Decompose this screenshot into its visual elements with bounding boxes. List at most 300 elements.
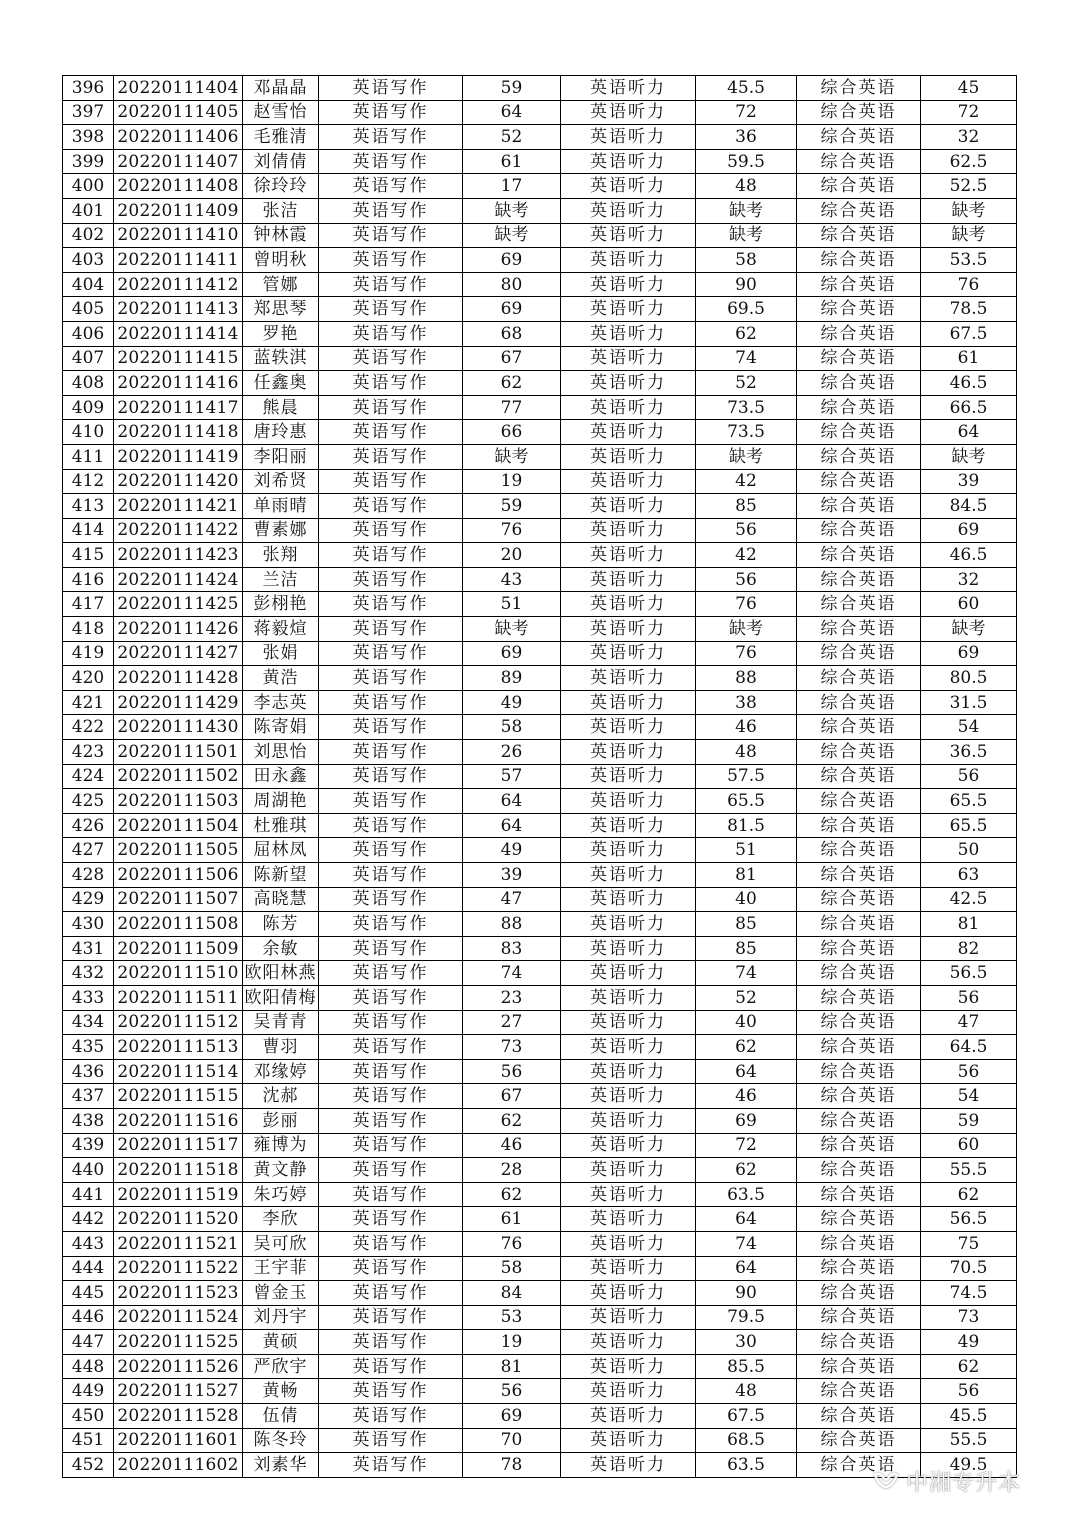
score1-cell: 89 [463, 666, 561, 691]
exam-id-cell: 20220111528 [114, 1404, 243, 1429]
score2-cell: 缺考 [696, 198, 797, 223]
name-cell: 曹素娜 [243, 518, 319, 543]
table-row [63, 740, 1017, 765]
subject1-cell: 英语写作 [319, 543, 463, 568]
subject3-cell: 综合英语 [797, 321, 921, 346]
table-row [63, 198, 1017, 223]
score1-cell: 78 [463, 1453, 561, 1478]
subject3-cell: 综合英语 [797, 1305, 921, 1330]
score1-cell: 19 [463, 1330, 561, 1355]
score2-cell: 40 [696, 1010, 797, 1035]
score2-cell: 64 [696, 1059, 797, 1084]
name-cell: 郑思琴 [243, 297, 319, 322]
score3-cell: 56 [921, 764, 1017, 789]
name-cell: 赵雪怡 [243, 100, 319, 125]
name-cell: 邓晶晶 [243, 76, 319, 101]
score1-cell: 81 [463, 1354, 561, 1379]
subject1-cell: 英语写作 [319, 740, 463, 765]
subject2-cell: 英语听力 [561, 789, 696, 814]
score2-cell: 85 [696, 912, 797, 937]
exam-id-cell: 20220111521 [114, 1231, 243, 1256]
table-row [63, 371, 1017, 396]
subject2-cell: 英语听力 [561, 174, 696, 199]
score1-cell: 19 [463, 469, 561, 494]
score3-cell: 缺考 [921, 198, 1017, 223]
score2-cell: 缺考 [696, 444, 797, 469]
subject3-cell: 综合英语 [797, 1158, 921, 1183]
subject3-cell: 综合英语 [797, 715, 921, 740]
exam-id-cell: 20220111518 [114, 1158, 243, 1183]
score1-cell: 69 [463, 248, 561, 273]
score1-cell: 69 [463, 1404, 561, 1429]
seq-cell: 443 [63, 1231, 114, 1256]
seq-cell: 411 [63, 444, 114, 469]
subject2-cell: 英语听力 [561, 1108, 696, 1133]
score-sheet [62, 75, 1016, 1478]
subject2-cell: 英语听力 [561, 1158, 696, 1183]
score1-cell: 62 [463, 1182, 561, 1207]
name-cell: 蒋毅煊 [243, 617, 319, 642]
name-cell: 陈芳 [243, 912, 319, 937]
subject1-cell: 英语写作 [319, 420, 463, 445]
score3-cell: 42.5 [921, 887, 1017, 912]
subject2-cell: 英语听力 [561, 1379, 696, 1404]
subject3-cell: 综合英语 [797, 444, 921, 469]
seq-cell: 436 [63, 1059, 114, 1084]
subject1-cell: 英语写作 [319, 1059, 463, 1084]
seq-cell: 427 [63, 838, 114, 863]
subject1-cell: 英语写作 [319, 174, 463, 199]
name-cell: 黄畅 [243, 1379, 319, 1404]
subject3-cell: 综合英语 [797, 789, 921, 814]
name-cell: 管娜 [243, 272, 319, 297]
exam-id-cell: 20220111527 [114, 1379, 243, 1404]
seq-cell: 421 [63, 690, 114, 715]
table-row [63, 1133, 1017, 1158]
subject2-cell: 英语听力 [561, 863, 696, 888]
subject1-cell: 英语写作 [319, 1010, 463, 1035]
subject2-cell: 英语听力 [561, 321, 696, 346]
subject2-cell: 英语听力 [561, 1231, 696, 1256]
subject1-cell: 英语写作 [319, 1231, 463, 1256]
subject3-cell: 综合英语 [797, 272, 921, 297]
subject3-cell: 综合英语 [797, 813, 921, 838]
subject3-cell: 综合英语 [797, 248, 921, 273]
score3-cell: 65.5 [921, 813, 1017, 838]
subject1-cell: 英语写作 [319, 1035, 463, 1060]
exam-id-cell: 20220111507 [114, 887, 243, 912]
score2-cell: 64 [696, 1207, 797, 1232]
subject3-cell: 综合英语 [797, 961, 921, 986]
exam-id-cell: 20220111514 [114, 1059, 243, 1084]
subject2-cell: 英语听力 [561, 248, 696, 273]
score3-cell: 72 [921, 100, 1017, 125]
name-cell: 陈冬玲 [243, 1428, 319, 1453]
seq-cell: 424 [63, 764, 114, 789]
seq-cell: 433 [63, 985, 114, 1010]
subject3-cell: 综合英语 [797, 125, 921, 150]
seq-cell: 432 [63, 961, 114, 986]
score3-cell: 80.5 [921, 666, 1017, 691]
subject1-cell: 英语写作 [319, 1330, 463, 1355]
seq-cell: 439 [63, 1133, 114, 1158]
exam-id-cell: 20220111523 [114, 1281, 243, 1306]
score2-cell: 81 [696, 863, 797, 888]
seq-cell: 449 [63, 1379, 114, 1404]
subject3-cell: 综合英语 [797, 371, 921, 396]
name-cell: 黄浩 [243, 666, 319, 691]
score3-cell: 69 [921, 641, 1017, 666]
seq-cell: 426 [63, 813, 114, 838]
subject1-cell: 英语写作 [319, 813, 463, 838]
subject2-cell: 英语听力 [561, 617, 696, 642]
seq-cell: 430 [63, 912, 114, 937]
score3-cell: 64 [921, 420, 1017, 445]
score2-cell: 64 [696, 1256, 797, 1281]
name-cell: 张娟 [243, 641, 319, 666]
score3-cell: 75 [921, 1231, 1017, 1256]
subject2-cell: 英语听力 [561, 100, 696, 125]
table-row [63, 592, 1017, 617]
score3-cell: 46.5 [921, 371, 1017, 396]
subject2-cell: 英语听力 [561, 1035, 696, 1060]
score3-cell: 56 [921, 985, 1017, 1010]
subject1-cell: 英语写作 [319, 1354, 463, 1379]
table-row [63, 838, 1017, 863]
exam-id-cell: 20220111426 [114, 617, 243, 642]
subject2-cell: 英语听力 [561, 1305, 696, 1330]
subject3-cell: 综合英语 [797, 1354, 921, 1379]
score3-cell: 76 [921, 272, 1017, 297]
seq-cell: 429 [63, 887, 114, 912]
score1-cell: 74 [463, 961, 561, 986]
exam-id-cell: 20220111516 [114, 1108, 243, 1133]
score3-cell: 32 [921, 125, 1017, 150]
name-cell: 田永鑫 [243, 764, 319, 789]
subject3-cell: 综合英语 [797, 1035, 921, 1060]
seq-cell: 404 [63, 272, 114, 297]
score3-cell: 32 [921, 567, 1017, 592]
score1-cell: 64 [463, 813, 561, 838]
score3-cell: 56 [921, 1379, 1017, 1404]
score1-cell: 56 [463, 1379, 561, 1404]
table-row [63, 149, 1017, 174]
subject2-cell: 英语听力 [561, 1428, 696, 1453]
score2-cell: 90 [696, 272, 797, 297]
subject3-cell: 综合英语 [797, 76, 921, 101]
score3-cell: 54 [921, 1084, 1017, 1109]
seq-cell: 414 [63, 518, 114, 543]
subject3-cell: 综合英语 [797, 740, 921, 765]
score1-cell: 80 [463, 272, 561, 297]
exam-id-cell: 20220111409 [114, 198, 243, 223]
subject3-cell: 综合英语 [797, 420, 921, 445]
score1-cell: 51 [463, 592, 561, 617]
seq-cell: 445 [63, 1281, 114, 1306]
score1-cell: 62 [463, 1108, 561, 1133]
table-row [63, 813, 1017, 838]
score3-cell: 67.5 [921, 321, 1017, 346]
subject3-cell: 综合英语 [797, 1256, 921, 1281]
score2-cell: 48 [696, 174, 797, 199]
name-cell: 李志英 [243, 690, 319, 715]
subject1-cell: 英语写作 [319, 961, 463, 986]
exam-id-cell: 20220111510 [114, 961, 243, 986]
exam-id-cell: 20220111601 [114, 1428, 243, 1453]
subject1-cell: 英语写作 [319, 1133, 463, 1158]
name-cell: 陈寄娟 [243, 715, 319, 740]
score2-cell: 42 [696, 469, 797, 494]
score2-cell: 缺考 [696, 223, 797, 248]
subject2-cell: 英语听力 [561, 1404, 696, 1429]
subject2-cell: 英语听力 [561, 985, 696, 1010]
table-row [63, 1182, 1017, 1207]
subject2-cell: 英语听力 [561, 1059, 696, 1084]
subject3-cell: 综合英语 [797, 567, 921, 592]
subject2-cell: 英语听力 [561, 1207, 696, 1232]
subject3-cell: 综合英语 [797, 1207, 921, 1232]
seq-cell: 400 [63, 174, 114, 199]
exam-id-cell: 20220111406 [114, 125, 243, 150]
seq-cell: 438 [63, 1108, 114, 1133]
table-row [63, 76, 1017, 101]
subject1-cell: 英语写作 [319, 1281, 463, 1306]
score3-cell: 78.5 [921, 297, 1017, 322]
exam-id-cell: 20220111427 [114, 641, 243, 666]
score2-cell: 90 [696, 1281, 797, 1306]
table-row [63, 248, 1017, 273]
score1-cell: 76 [463, 1231, 561, 1256]
name-cell: 周湖艳 [243, 789, 319, 814]
score2-cell: 51 [696, 838, 797, 863]
score3-cell: 45.5 [921, 1404, 1017, 1429]
subject3-cell: 综合英语 [797, 198, 921, 223]
score1-cell: 26 [463, 740, 561, 765]
score1-cell: 52 [463, 125, 561, 150]
exam-id-cell: 20220111423 [114, 543, 243, 568]
subject2-cell: 英语听力 [561, 838, 696, 863]
seq-cell: 410 [63, 420, 114, 445]
subject3-cell: 综合英语 [797, 346, 921, 371]
score3-cell: 69 [921, 518, 1017, 543]
table-row [63, 395, 1017, 420]
subject3-cell: 综合英语 [797, 1379, 921, 1404]
subject2-cell: 英语听力 [561, 592, 696, 617]
name-cell: 吴可欣 [243, 1231, 319, 1256]
seq-cell: 403 [63, 248, 114, 273]
table-row [63, 297, 1017, 322]
subject2-cell: 英语听力 [561, 518, 696, 543]
subject3-cell: 综合英语 [797, 1453, 921, 1478]
name-cell: 欧阳林燕 [243, 961, 319, 986]
subject1-cell: 英语写作 [319, 1108, 463, 1133]
score2-cell: 79.5 [696, 1305, 797, 1330]
subject2-cell: 英语听力 [561, 1354, 696, 1379]
score2-cell: 63.5 [696, 1182, 797, 1207]
table-row [63, 690, 1017, 715]
exam-id-cell: 20220111412 [114, 272, 243, 297]
seq-cell: 418 [63, 617, 114, 642]
exam-id-cell: 20220111411 [114, 248, 243, 273]
score2-cell: 56 [696, 518, 797, 543]
subject3-cell: 综合英语 [797, 1404, 921, 1429]
subject2-cell: 英语听力 [561, 1010, 696, 1035]
score1-cell: 68 [463, 321, 561, 346]
name-cell: 严欣宇 [243, 1354, 319, 1379]
name-cell: 刘思怡 [243, 740, 319, 765]
score3-cell: 74.5 [921, 1281, 1017, 1306]
exam-id-cell: 20220111417 [114, 395, 243, 420]
name-cell: 熊晨 [243, 395, 319, 420]
subject3-cell: 综合英语 [797, 1059, 921, 1084]
subject2-cell: 英语听力 [561, 764, 696, 789]
exam-id-cell: 20220111502 [114, 764, 243, 789]
score2-cell: 85.5 [696, 1354, 797, 1379]
seq-cell: 446 [63, 1305, 114, 1330]
seq-cell: 444 [63, 1256, 114, 1281]
score2-cell: 72 [696, 100, 797, 125]
table-row [63, 936, 1017, 961]
exam-id-cell: 20220111420 [114, 469, 243, 494]
seq-cell: 413 [63, 494, 114, 519]
subject2-cell: 英语听力 [561, 420, 696, 445]
name-cell: 刘倩倩 [243, 149, 319, 174]
score2-cell: 73.5 [696, 420, 797, 445]
exam-id-cell: 20220111503 [114, 789, 243, 814]
exam-id-cell: 20220111513 [114, 1035, 243, 1060]
subject3-cell: 综合英语 [797, 1281, 921, 1306]
score1-cell: 59 [463, 76, 561, 101]
table-row [63, 985, 1017, 1010]
seq-cell: 428 [63, 863, 114, 888]
score2-cell: 88 [696, 666, 797, 691]
score2-cell: 62 [696, 1158, 797, 1183]
subject3-cell: 综合英语 [797, 1010, 921, 1035]
score3-cell: 60 [921, 1133, 1017, 1158]
subject2-cell: 英语听力 [561, 813, 696, 838]
seq-cell: 442 [63, 1207, 114, 1232]
score1-cell: 53 [463, 1305, 561, 1330]
table-row [63, 1207, 1017, 1232]
score2-cell: 69.5 [696, 297, 797, 322]
subject2-cell: 英语听力 [561, 936, 696, 961]
subject1-cell: 英语写作 [319, 1305, 463, 1330]
subject3-cell: 综合英语 [797, 764, 921, 789]
score1-cell: 28 [463, 1158, 561, 1183]
subject1-cell: 英语写作 [319, 494, 463, 519]
name-cell: 屈林凤 [243, 838, 319, 863]
seq-cell: 401 [63, 198, 114, 223]
seq-cell: 447 [63, 1330, 114, 1355]
seq-cell: 408 [63, 371, 114, 396]
subject2-cell: 英语听力 [561, 690, 696, 715]
score3-cell: 81 [921, 912, 1017, 937]
name-cell: 钟林霞 [243, 223, 319, 248]
subject2-cell: 英语听力 [561, 641, 696, 666]
seq-cell: 448 [63, 1354, 114, 1379]
seq-cell: 440 [63, 1158, 114, 1183]
name-cell: 张洁 [243, 198, 319, 223]
exam-id-cell: 20220111602 [114, 1453, 243, 1478]
score1-cell: 64 [463, 789, 561, 814]
subject1-cell: 英语写作 [319, 321, 463, 346]
subject1-cell: 英语写作 [319, 149, 463, 174]
score3-cell: 73 [921, 1305, 1017, 1330]
score1-cell: 20 [463, 543, 561, 568]
score3-cell: 36.5 [921, 740, 1017, 765]
subject1-cell: 英语写作 [319, 444, 463, 469]
subject2-cell: 英语听力 [561, 125, 696, 150]
seq-cell: 415 [63, 543, 114, 568]
name-cell: 张翔 [243, 543, 319, 568]
score1-cell: 77 [463, 395, 561, 420]
table-row [63, 1084, 1017, 1109]
subject1-cell: 英语写作 [319, 100, 463, 125]
name-cell: 伍倩 [243, 1404, 319, 1429]
exam-id-cell: 20220111526 [114, 1354, 243, 1379]
score2-cell: 46 [696, 715, 797, 740]
name-cell: 徐玲玲 [243, 174, 319, 199]
name-cell: 曾明秋 [243, 248, 319, 273]
score2-cell: 74 [696, 346, 797, 371]
name-cell: 高晓慧 [243, 887, 319, 912]
exam-id-cell: 20220111428 [114, 666, 243, 691]
subject1-cell: 英语写作 [319, 297, 463, 322]
subject2-cell: 英语听力 [561, 1330, 696, 1355]
seq-cell: 450 [63, 1404, 114, 1429]
subject1-cell: 英语写作 [319, 936, 463, 961]
score1-cell: 73 [463, 1035, 561, 1060]
seq-cell: 412 [63, 469, 114, 494]
table-row [63, 444, 1017, 469]
table-row [63, 666, 1017, 691]
subject2-cell: 英语听力 [561, 887, 696, 912]
subject3-cell: 综合英语 [797, 100, 921, 125]
name-cell: 唐玲惠 [243, 420, 319, 445]
score1-cell: 69 [463, 297, 561, 322]
subject3-cell: 综合英语 [797, 936, 921, 961]
subject1-cell: 英语写作 [319, 1207, 463, 1232]
score3-cell: 52.5 [921, 174, 1017, 199]
seq-cell: 402 [63, 223, 114, 248]
subject1-cell: 英语写作 [319, 371, 463, 396]
subject3-cell: 综合英语 [797, 494, 921, 519]
subject3-cell: 综合英语 [797, 985, 921, 1010]
score1-cell: 27 [463, 1010, 561, 1035]
score3-cell: 62 [921, 1354, 1017, 1379]
seq-cell: 441 [63, 1182, 114, 1207]
score3-cell: 59 [921, 1108, 1017, 1133]
subject1-cell: 英语写作 [319, 125, 463, 150]
subject3-cell: 综合英语 [797, 543, 921, 568]
table-row [63, 567, 1017, 592]
subject2-cell: 英语听力 [561, 666, 696, 691]
seq-cell: 431 [63, 936, 114, 961]
subject3-cell: 综合英语 [797, 149, 921, 174]
score2-cell: 76 [696, 641, 797, 666]
subject1-cell: 英语写作 [319, 198, 463, 223]
subject2-cell: 英语听力 [561, 494, 696, 519]
seq-cell: 417 [63, 592, 114, 617]
score1-cell: 缺考 [463, 198, 561, 223]
seq-cell: 423 [63, 740, 114, 765]
score1-cell: 17 [463, 174, 561, 199]
subject3-cell: 综合英语 [797, 912, 921, 937]
table-row [63, 321, 1017, 346]
table-row [63, 641, 1017, 666]
exam-id-cell: 20220111407 [114, 149, 243, 174]
subject1-cell: 英语写作 [319, 838, 463, 863]
